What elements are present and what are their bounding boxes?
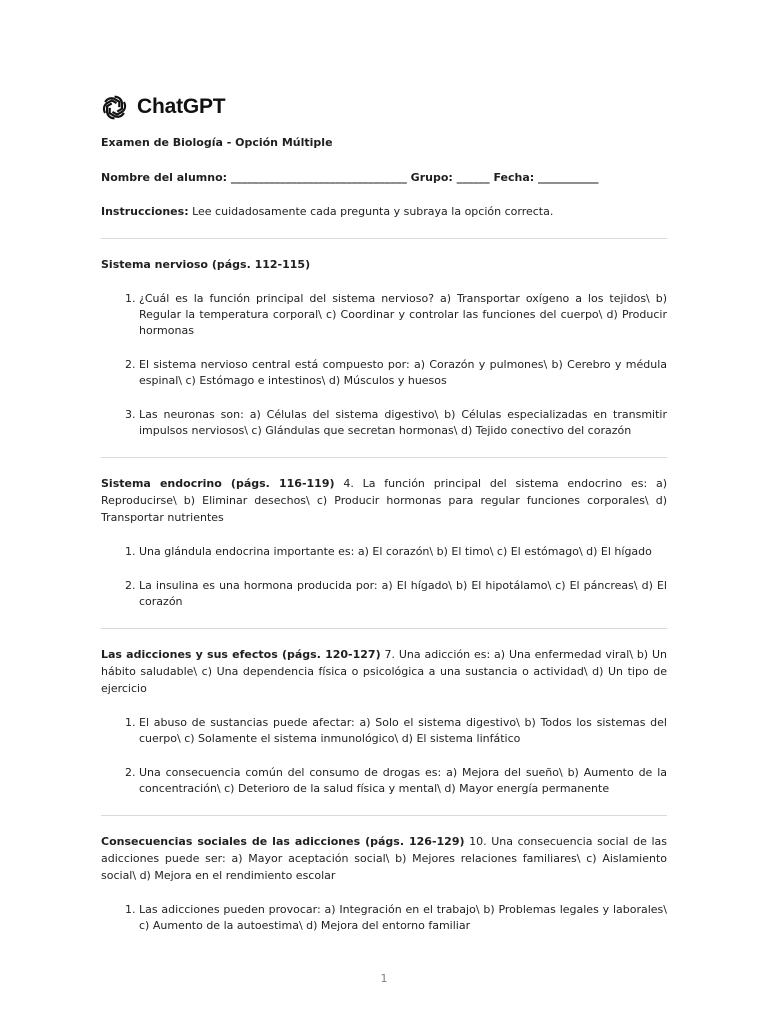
divider	[101, 815, 667, 816]
question-list-adicciones	[101, 715, 667, 797]
divider	[101, 238, 667, 239]
instructions-label: Instrucciones:	[101, 205, 189, 218]
question-item: 3. Las neuronas son: a) Células del sistema digestivo\ b) Células especializadas en transmitir impulsos nerviosos\ c) Glándulas que secretan hormonas\ d) Tejido conectivo del corazón	[139, 407, 667, 439]
brand-name: ChatGPT	[137, 95, 226, 118]
section-intro-endocrino	[101, 475, 667, 526]
divider	[101, 628, 667, 629]
section-title-consecuencias: Consecuencias sociales de las adicciones (págs. 126-129)	[101, 835, 465, 848]
instructions	[101, 203, 667, 220]
question-item: 2. Una consecuencia común del consumo de drogas es: a) Mejora del sueño\ b) Aumento de la concentración\ c) Deterioro de la salud física y mental\ d) Mayor energía permanente	[139, 765, 667, 797]
question-list-endocrino	[101, 544, 667, 610]
section-title-adicciones: Las adicciones y sus efectos (págs. 120-127)	[101, 648, 381, 661]
question-item: 1. Una glándula endocrina importante es: a) El corazón\ b) El timo\ c) El estómago\ d) El hígado	[139, 544, 667, 560]
question-item: 2. El sistema nervioso central está compuesto por: a) Corazón y pulmones\ b) Cerebro y médula espinal\ c) Estómago e intestinos\ d) Músculos y huesos	[139, 357, 667, 389]
section-intro-consecuencias	[101, 833, 667, 884]
divider	[101, 457, 667, 458]
question-item: 1. Las adicciones pueden provocar: a) Integración en el trabajo\ b) Problemas legales y laborales\ c) Aumento de la autoestima\ d) Mejora del entorno familiar	[139, 902, 667, 934]
question-item: 1. El abuso de sustancias puede afectar: a) Solo el sistema digestivo\ b) Todos los sistemas del cuerpo\ c) Solamente el sistema inmunológico\ d) El sistema linfático	[139, 715, 667, 747]
section-title-endocrino: Sistema endocrino (págs. 116-119)	[101, 477, 335, 490]
section-title-nervioso: Sistema nervioso (págs. 112-115)	[101, 258, 311, 271]
brand-header	[101, 92, 667, 122]
section-intro-text: 7. Una adicción es: a) Una enfermedad viral\ b) Un hábito saludable\ c) Una dependencia física o psicológica a una sustancia o actividad\ d) Un tipo de ejercicio	[101, 648, 667, 695]
question-list-consecuencias	[101, 902, 667, 934]
section-intro-text: 10. Una consecuencia social de las adicciones puede ser: a) Mayor aceptación social\ b) Mejores relaciones familiares\ c) Aislamiento social\ d) Mejora en el rendimiento escolar	[101, 835, 667, 882]
document-page	[101, 92, 667, 934]
instructions-text: Lee cuidadosamente cada pregunta y subraya la opción correcta.	[188, 205, 554, 218]
student-info-line: Nombre del alumno: ________________________________ Grupo: ______ Fecha: ___________	[101, 171, 599, 184]
section-intro-adicciones	[101, 646, 667, 697]
exam-title: Examen de Biología - Opción Múltiple	[101, 136, 333, 149]
question-item: 1. ¿Cuál es la función principal del sistema nervioso? a) Transportar oxígeno a los tejidos\ b) Regular la temperatura corporal\ c) Coordinar y controlar las funciones del cuerpo\ d) Producir hormonas	[139, 291, 667, 339]
question-item: 2. La insulina es una hormona producida por: a) El hígado\ b) El hipotálamo\ c) El páncreas\ d) El corazón	[139, 578, 667, 610]
section-intro-text: 4. La función principal del sistema endocrino es: a) Reproducirse\ b) Eliminar desechos\ c) Producir hormonas para regular funciones corporales\ d) Transportar nutrientes	[101, 477, 667, 524]
page-number: 1	[380, 972, 388, 985]
question-list-nervioso	[101, 291, 667, 439]
openai-knot-icon	[101, 94, 128, 121]
